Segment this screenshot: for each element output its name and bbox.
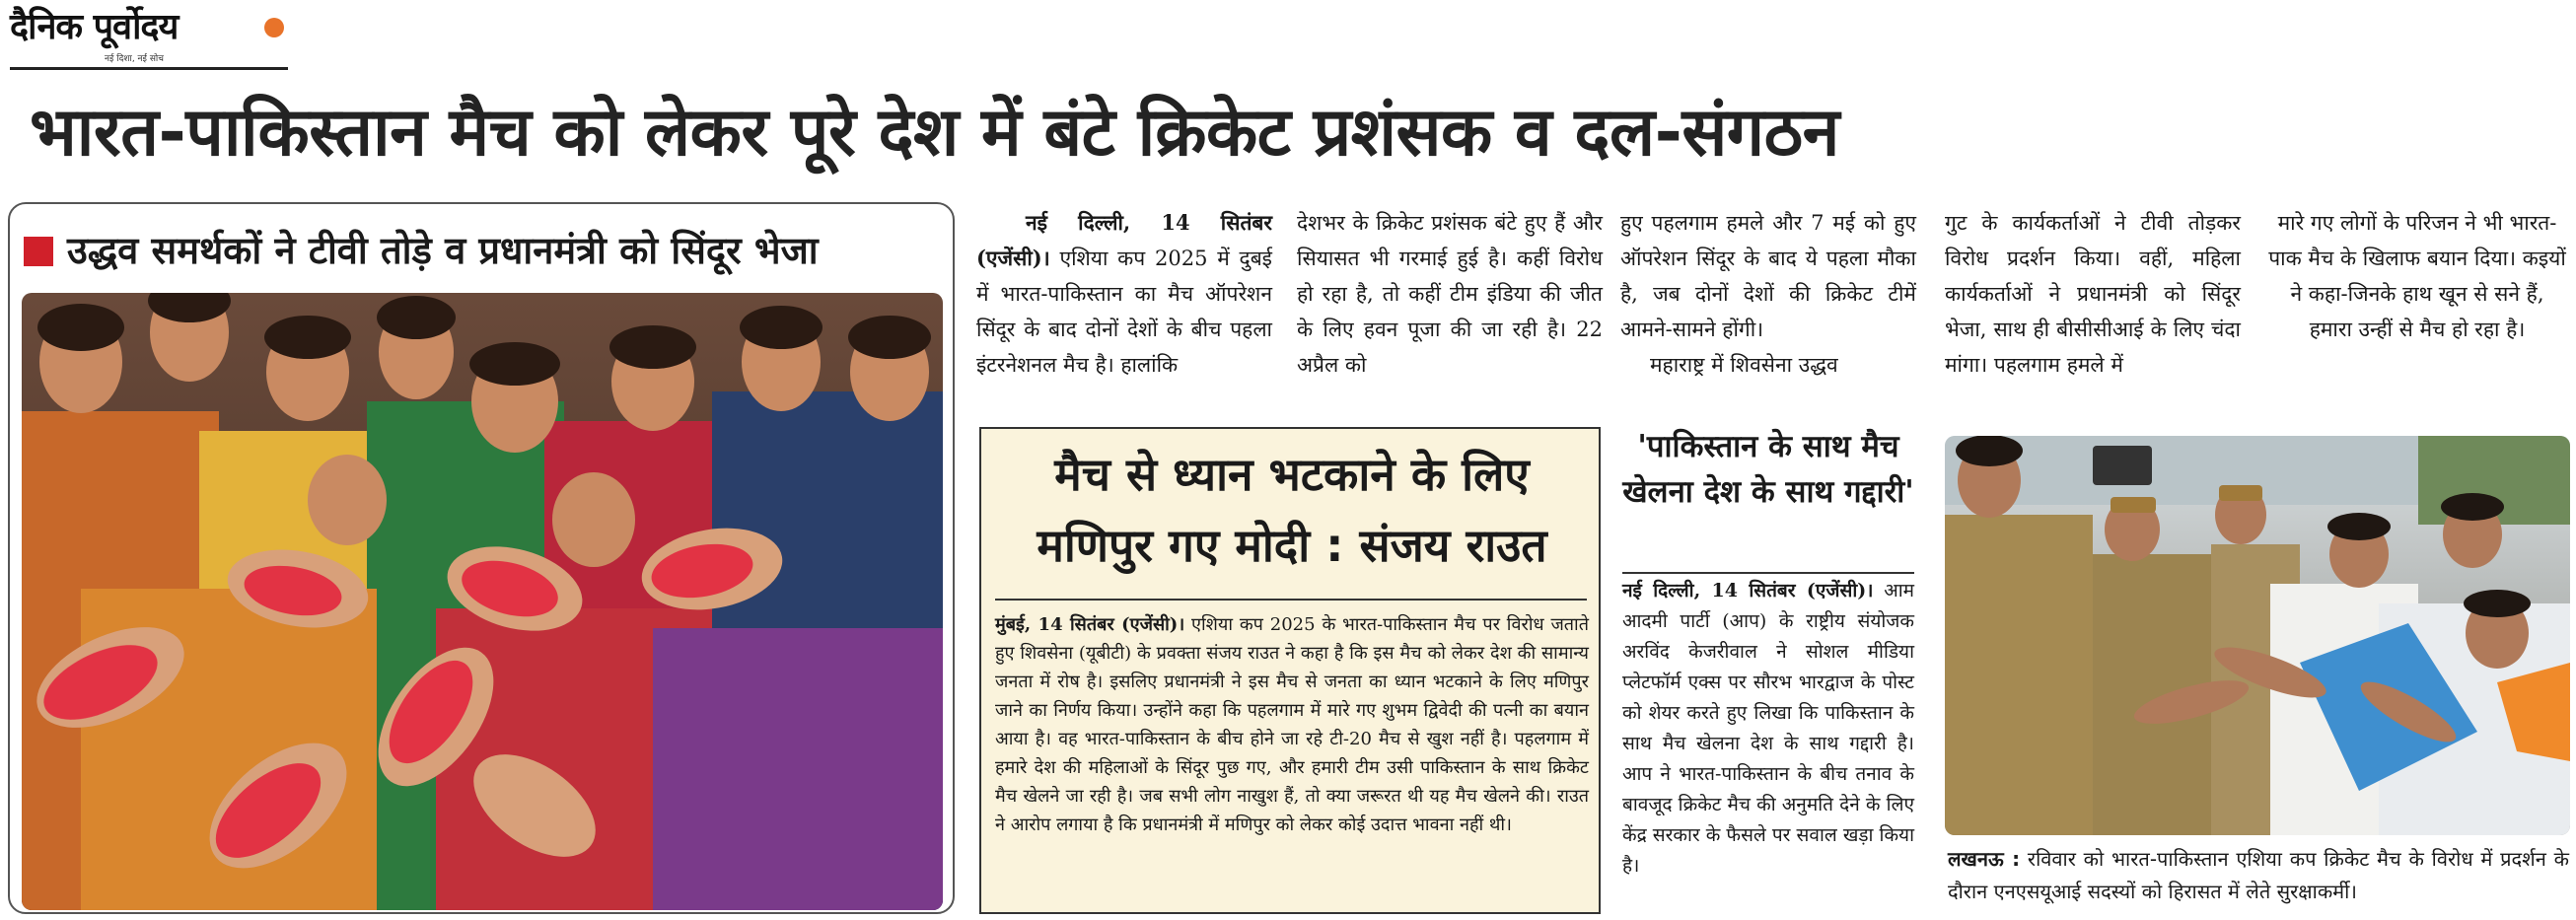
boxed-story bbox=[979, 427, 1601, 914]
boxed-story-dateline: मुंबई, 14 सितंबर (एजेंसी)। bbox=[995, 614, 1185, 635]
story-dateline: नई दिल्ली, 14 सितंबर (एजेंसी)। bbox=[976, 210, 1272, 270]
boxed-story-heading-line2: मणिपुर गए मोदी : संजय राउत bbox=[1037, 519, 1547, 572]
masthead bbox=[10, 6, 286, 71]
photo-caption-text: रविवार को भारत-पाकिस्तान एशिया कप क्रिकेट मैच के विरोध में प्रदर्शन के दौरान एनएसयूआई सदस्यों को हिरासत में लेते सुरक्षाकर्मी। bbox=[1948, 847, 2570, 903]
protest-photo-women bbox=[22, 293, 943, 910]
photo-caption-place: लखनऊ : bbox=[1948, 847, 2021, 871]
story-column-3-para2: महाराष्ट्र में शिवसेना उद्धव bbox=[1650, 353, 1838, 377]
story-column-3 bbox=[1620, 205, 1916, 383]
masthead-tagline: नई दिशा, नई सोच bbox=[105, 54, 164, 64]
quote-story-heading: 'पाकिस्तान के साथ मैच खेलना देश के साथ गद्दारी' bbox=[1622, 429, 1914, 510]
left-photo-story bbox=[8, 202, 955, 914]
masthead-title: दैनिक पूर्वोदय bbox=[10, 7, 179, 47]
story-column-5 bbox=[2268, 205, 2566, 347]
detention-photo-illustration bbox=[1945, 436, 2570, 835]
boxed-story-heading bbox=[989, 439, 1595, 581]
quote-story-rule bbox=[1622, 572, 1914, 574]
masthead-rule bbox=[10, 67, 288, 70]
story-column-4 bbox=[1945, 205, 2241, 383]
story-column-1-text: एशिया कप 2025 में दुबई में भारत-पाकिस्तान का मैच ऑपरेशन सिंदूर के बाद दोनों देशों के बीच पहला इंटरनेशनल मैच है। हालांकि bbox=[976, 247, 1272, 377]
quote-story-text: आम आदमी पार्टी (आप) के राष्ट्रीय संयोजक अरविंद केजरीवाल ने सोशल मीडिया प्लेटफॉर्म एक्स पर सौरभ भारद्वाज के पोस्ट को शेयर करते हुए लिखा कि पाकिस्तान के साथ मैच खेलना देश के साथ गद्दारी है। आप ने भारत-पाकिस्तान के बीच तनाव के बावजूद क्रिकेट मैच की अनुमति देने के लिए केंद्र सरकार के फैसले पर सवाल खड़ा किया है। bbox=[1622, 580, 1914, 877]
story-column-5-text: मारे गए लोगों के परिजन ने भी भारत-पाक मैच के खिलाफ बयान दिया। कइयों ने कहा-जिनके हाथ खून से सने हैं, हमारा उन्हीं से मैच हो रहा है। bbox=[2268, 211, 2566, 341]
left-story-heading-text: उद्धव समर्थकों ने टीवी तोड़े व प्रधानमंत्री को सिंदूर भेजा bbox=[67, 229, 819, 272]
women-protest-photo-illustration bbox=[22, 293, 943, 910]
boxed-story-text: एशिया कप 2025 के भारत-पाकिस्तान मैच पर विरोध जताते हुए शिवसेना (यूबीटी) के प्रवक्ता संजय राउत ने कहा है कि इस मैच को लेकर देश की सामान्य जनता में रोष है। इसलिए प्रधानमंत्री ने इस मैच से जनता का ध्यान भटकाने के लिए मणिपुर जाने का निर्णय किया। उन्होंने कहा कि पहलगाम में मारे गए शुभम द्विवेदी की पत्नी का बयान आया है। वह भारत-पाकिस्तान के बीच होने जा रहे टी-20 मैच से खुश नहीं है। पहलगाम में हमारे देश की महिलाओं के सिंदूर पुछ गए, और हमारी टीम उसी पाकिस्तान के साथ क्रिकेट मैच खेलने जा रही है। जब सभी लोग नाखुश हैं, तो क्या जरूरत थी यह मैच खेलने की। राउत ने आरोप लगाया है कि प्रधानमंत्री में मणिपुर को लेकर कोई उदात्त भावना नहीं थी। bbox=[995, 614, 1589, 835]
boxed-story-rule bbox=[995, 599, 1587, 601]
masthead-logo-dot-icon bbox=[264, 18, 284, 37]
photo-caption bbox=[1948, 843, 2569, 908]
red-square-icon bbox=[24, 237, 53, 266]
boxed-story-heading-line1: मैच से ध्यान भटकाने के लिए bbox=[1054, 448, 1530, 501]
story-column-3-text: हुए पहलगाम हमले और 7 मई को हुए ऑपरेशन सिंदूर के बाद ये पहला मौका है, जब दोनों देशों की क्रिकेट टीमें आमने-सामने होंगी। bbox=[1620, 211, 1916, 341]
story-column-2 bbox=[1297, 205, 1603, 383]
story-column-1 bbox=[976, 205, 1272, 383]
protest-photo-detention bbox=[1945, 436, 2570, 835]
quote-story-dateline: नई दिल्ली, 14 सितंबर (एजेंसी)। bbox=[1622, 580, 1874, 602]
boxed-story-body bbox=[995, 610, 1589, 839]
story-column-2-text: देशभर के क्रिकेट प्रशंसक बंटे हुए हैं और सियासत भी गरमाई हुई है। कहीं विरोध हो रहा है, तो कहीं टीम इंडिया की जीत के लिए हवन पूजा की जा रही है। 22 अप्रैल को bbox=[1297, 211, 1603, 377]
page-headline: भारत-पाकिस्तान मैच को लेकर पूरे देश में बंटे क्रिकेट प्रशंसक व दल-संगठन bbox=[30, 94, 1839, 172]
left-story-heading bbox=[24, 226, 819, 275]
story-column-4-text: गुट के कार्यकर्ताओं ने टीवी तोड़कर विरोध प्रदर्शन किया। वहीं, महिला कार्यकर्ताओं ने प्रधानमंत्री को सिंदूर भेजा, साथ ही बीसीसीआई के लिए चंदा मांगा। पहलगाम हमले में bbox=[1945, 211, 2241, 377]
quote-story-body bbox=[1622, 576, 1914, 882]
